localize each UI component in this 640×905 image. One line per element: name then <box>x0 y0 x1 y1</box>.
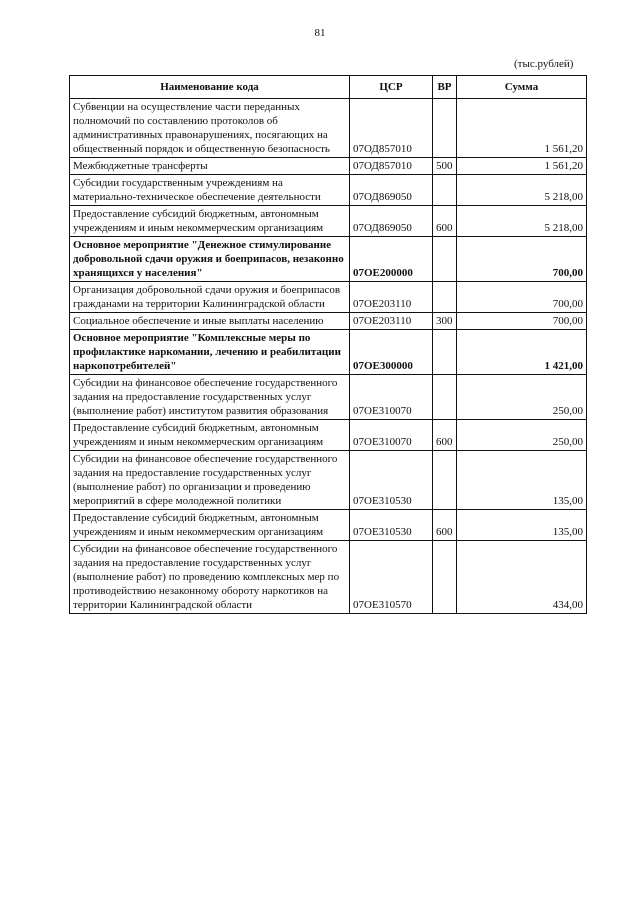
row-sum: 5 218,00 <box>457 206 587 237</box>
row-sum: 700,00 <box>457 282 587 313</box>
row-vr <box>433 237 457 282</box>
row-name: Предоставление субсидий бюджетным, автономным учреждениям и иным некоммерческим организациям <box>70 510 350 541</box>
table-row <box>70 510 587 541</box>
row-vr: 600 <box>433 206 457 237</box>
row-csr: 07ОЕ310070 <box>350 420 433 451</box>
row-csr: 07ОЕ310530 <box>350 510 433 541</box>
header-csr: ЦСР <box>350 76 433 99</box>
row-sum: 1 561,20 <box>457 99 587 158</box>
row-csr: 07ОЕ310530 <box>350 451 433 510</box>
row-sum: 434,00 <box>457 541 587 614</box>
row-name: Субвенции на осуществление части переданных полномочий по составлению протоколов об административных правонарушениях, посягающих на общественный порядок и общественную безопасность <box>70 99 350 158</box>
row-vr <box>433 451 457 510</box>
row-name: Субсидии государственным учреждениям на материально-техническое обеспечение деятельности <box>70 175 350 206</box>
table-row <box>70 206 587 237</box>
table-row <box>70 541 587 614</box>
table-row <box>70 420 587 451</box>
row-sum: 135,00 <box>457 451 587 510</box>
row-name: Субсидии на финансовое обеспечение государственного задания на предоставление государственных услуг (выполнение работ) по организации и проведению мероприятий в сфере молодежной политики <box>70 451 350 510</box>
table-row <box>70 175 587 206</box>
row-csr: 07ОЕ203110 <box>350 313 433 330</box>
row-csr: 07ОД857010 <box>350 99 433 158</box>
row-sum: 1 561,20 <box>457 158 587 175</box>
row-vr <box>433 541 457 614</box>
row-vr: 600 <box>433 510 457 541</box>
row-vr: 500 <box>433 158 457 175</box>
page-number: 81 <box>314 27 326 39</box>
row-csr: 07ОЕ310070 <box>350 375 433 420</box>
row-name: Предоставление субсидий бюджетным, автономным учреждениям и иным некоммерческим организациям <box>70 206 350 237</box>
row-sum: 700,00 <box>457 313 587 330</box>
row-name: Социальное обеспечение и иные выплаты населению <box>70 313 350 330</box>
header-name: Наименование кода <box>70 76 350 99</box>
table-row-bold <box>70 330 587 375</box>
row-csr: 07ОЕ300000 <box>350 330 433 375</box>
budget-table <box>69 75 587 614</box>
row-name: Предоставление субсидий бюджетным, автономным учреждениям и иным некоммерческим организациям <box>70 420 350 451</box>
table-row <box>70 282 587 313</box>
table-row <box>70 99 587 158</box>
table-row <box>70 451 587 510</box>
header-vr: ВР <box>433 76 457 99</box>
row-vr <box>433 375 457 420</box>
row-sum: 700,00 <box>457 237 587 282</box>
row-name: Субсидии на финансовое обеспечение государственного задания на предоставление государственных услуг (выполнение работ) институтом развития образования <box>70 375 350 420</box>
row-name: Межбюджетные трансферты <box>70 158 350 175</box>
row-csr: 07ОЕ200000 <box>350 237 433 282</box>
row-sum: 1 421,00 <box>457 330 587 375</box>
row-vr <box>433 282 457 313</box>
row-vr: 600 <box>433 420 457 451</box>
row-name: Основное мероприятие "Денежное стимулирование добровольной сдачи оружия и боеприпасов, незаконно хранящихся у населения" <box>70 237 350 282</box>
row-csr: 07ОД869050 <box>350 206 433 237</box>
row-name: Субсидии на финансовое обеспечение государственного задания на предоставление государственных услуг (выполнение работ) по проведению комплексных мер по противодействию незаконному обороту наркотиков на территории Калининградской области <box>70 541 350 614</box>
row-vr <box>433 330 457 375</box>
header-sum: Сумма <box>457 76 587 99</box>
row-sum: 250,00 <box>457 420 587 451</box>
units-label: (тыс.рублей) <box>514 58 574 70</box>
row-vr <box>433 99 457 158</box>
row-csr: 07ОЕ203110 <box>350 282 433 313</box>
table-row <box>70 158 587 175</box>
row-name: Организация добровольной сдачи оружия и боеприпасов гражданами на территории Калининградской области <box>70 282 350 313</box>
row-name: Основное мероприятие "Комплексные меры по профилактике наркомании, лечению и реабилитации наркопотребителей" <box>70 330 350 375</box>
row-csr: 07ОЕ310570 <box>350 541 433 614</box>
table-header-row <box>70 76 587 99</box>
row-vr: 300 <box>433 313 457 330</box>
row-csr: 07ОД857010 <box>350 158 433 175</box>
row-vr <box>433 175 457 206</box>
row-sum: 250,00 <box>457 375 587 420</box>
row-csr: 07ОД869050 <box>350 175 433 206</box>
row-sum: 5 218,00 <box>457 175 587 206</box>
table-row-bold <box>70 237 587 282</box>
row-sum: 135,00 <box>457 510 587 541</box>
table-row <box>70 375 587 420</box>
table-row <box>70 313 587 330</box>
